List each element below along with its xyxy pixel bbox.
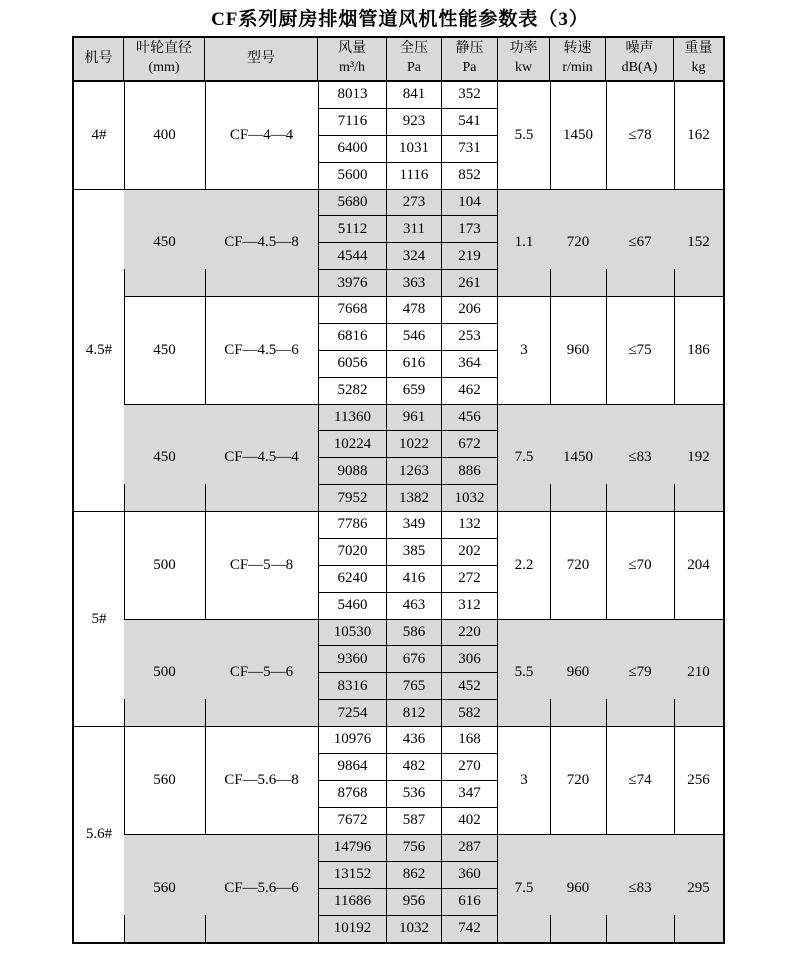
subtable-row (318, 916, 498, 942)
table-row-block (124, 835, 723, 943)
air-volume-cell: 8316 (318, 673, 387, 699)
total-pressure-cell: 349 (387, 512, 442, 538)
total-pressure-cell: 923 (387, 109, 442, 135)
total-pressure-cell: 961 (387, 405, 442, 431)
air-volume-cell: 6056 (318, 351, 387, 377)
table-row-block (124, 620, 723, 728)
air-volume-cell: 7786 (318, 512, 387, 538)
header-weight (674, 38, 723, 80)
noise-cell: ≤83 (606, 835, 674, 943)
weight-cell: 256 (674, 727, 723, 834)
subtable-row (318, 539, 498, 566)
static-pressure-cell: 731 (442, 136, 498, 162)
static-pressure-cell: 852 (442, 163, 498, 189)
impeller-diameter-cell: 500 (153, 664, 176, 681)
total-pressure-cell: 1022 (387, 431, 442, 457)
power-cell: 1.1 (514, 234, 534, 251)
total-pressure-cell: 546 (387, 324, 442, 350)
total-pressure-cell: 765 (387, 673, 442, 699)
static-pressure-cell: 168 (442, 727, 498, 753)
airflow-pressure-subtable (318, 512, 498, 619)
subtable-row (318, 835, 498, 862)
static-pressure-cell: 272 (442, 566, 498, 592)
weight-cell: 295 (674, 835, 723, 943)
table-row-block (124, 727, 723, 835)
airflow-pressure-subtable (318, 190, 498, 297)
air-volume-cell: 9360 (318, 646, 387, 672)
total-pressure-cell: 416 (387, 566, 442, 592)
model-cell: CF—5—8 (205, 512, 318, 619)
air-volume-cell: 8768 (318, 781, 387, 807)
subtable-row (318, 566, 498, 593)
model-cell: CF—4.5—4 (205, 405, 318, 512)
static-pressure-cell: 541 (442, 109, 498, 135)
air-volume-cell: 10976 (318, 727, 387, 753)
header-line: m³/h (339, 60, 365, 75)
static-pressure-cell: 364 (442, 351, 498, 377)
air-volume-cell: 7952 (318, 485, 387, 511)
header-line: Pa (462, 60, 477, 75)
model-cell: CF—4—4 (205, 82, 318, 189)
speed-cell: 720 (550, 512, 606, 619)
total-pressure-cell: 324 (387, 243, 442, 269)
static-pressure-cell: 360 (442, 862, 498, 888)
static-pressure-cell: 886 (442, 458, 498, 484)
subtable-row (318, 136, 498, 163)
air-volume-cell: 3976 (318, 270, 387, 296)
speed-cell: 1450 (550, 405, 606, 512)
subtable-row (318, 324, 498, 351)
weight-cell: 152 (674, 190, 723, 297)
static-pressure-cell: 452 (442, 673, 498, 699)
table-body (74, 82, 723, 942)
total-pressure-cell: 478 (387, 297, 442, 323)
air-volume-cell: 7668 (318, 297, 387, 323)
header-line: 转速 (563, 41, 592, 57)
header-speed (550, 38, 606, 80)
subtable-row (318, 485, 498, 511)
speed-cell: 720 (550, 727, 606, 834)
subtable-row (318, 297, 498, 324)
power-cell: 2.2 (514, 556, 534, 573)
total-pressure-cell: 616 (387, 351, 442, 377)
noise-cell: ≤75 (606, 297, 674, 404)
air-volume-cell: 7020 (318, 539, 387, 565)
static-pressure-cell: 132 (442, 512, 498, 538)
impeller-diameter-cell: 450 (153, 449, 176, 466)
total-pressure-cell: 463 (387, 593, 442, 619)
machine-no-column (74, 82, 124, 942)
noise-cell: ≤67 (606, 190, 674, 297)
speed-cell: 1450 (550, 82, 606, 189)
subtable-row (318, 431, 498, 458)
table-row-block (124, 297, 723, 405)
header-line: 风量 (338, 41, 366, 57)
total-pressure-cell: 385 (387, 539, 442, 565)
total-pressure-cell: 756 (387, 835, 442, 861)
air-volume-cell: 6240 (318, 566, 387, 592)
page-title: CF系列厨房排烟管道风机性能参数表（3） (211, 9, 589, 30)
subtable-row (318, 270, 498, 296)
speed-cell: 960 (550, 620, 606, 727)
total-pressure-cell: 659 (387, 378, 442, 404)
impeller-diameter-cell: 450 (153, 234, 176, 251)
speed-cell: 960 (550, 835, 606, 943)
total-pressure-cell: 363 (387, 270, 442, 296)
impeller-diameter-cell: 560 (153, 879, 176, 896)
air-volume-cell: 5282 (318, 378, 387, 404)
subtable-row (318, 781, 498, 808)
impeller-diameter-cell: 500 (153, 556, 176, 573)
static-pressure-cell: 261 (442, 270, 498, 296)
header-line: kw (514, 60, 533, 75)
airflow-pressure-subtable (318, 297, 498, 404)
header-line: dB(A) (621, 60, 658, 75)
header-line: 功率 (509, 41, 538, 57)
total-pressure-cell: 482 (387, 754, 442, 780)
static-pressure-cell: 402 (442, 808, 498, 834)
weight-cell: 162 (674, 82, 723, 189)
header-machine-no (74, 38, 124, 80)
subtable-row (318, 862, 498, 889)
model-cell: CF—5.6—8 (205, 727, 318, 834)
subtable-row (318, 512, 498, 539)
fan-performance-table (72, 36, 725, 944)
impeller-diameter-cell: 450 (153, 341, 176, 358)
air-volume-cell: 11360 (318, 405, 387, 431)
air-volume-cell: 5680 (318, 190, 387, 216)
weight-cell: 204 (674, 512, 723, 619)
static-pressure-cell: 104 (442, 190, 498, 216)
total-pressure-cell: 1382 (387, 485, 442, 511)
noise-cell: ≤83 (606, 405, 674, 512)
weight-cell: 186 (674, 297, 723, 404)
subtable-row (318, 620, 498, 647)
total-pressure-cell: 1032 (387, 916, 442, 942)
air-volume-cell: 10224 (318, 431, 387, 457)
header-line: 重量 (684, 41, 713, 57)
static-pressure-cell: 462 (442, 378, 498, 404)
total-pressure-cell: 311 (387, 216, 442, 242)
subtable-row (318, 351, 498, 378)
air-volume-cell: 5460 (318, 593, 387, 619)
total-pressure-cell: 436 (387, 727, 442, 753)
impeller-diameter-cell: 400 (153, 126, 176, 143)
subtable-row (318, 700, 498, 726)
model-cell: CF—4.5—8 (205, 190, 318, 297)
speed-cell: 720 (550, 190, 606, 297)
table-row-block (124, 405, 723, 513)
subtable-row (318, 646, 498, 673)
static-pressure-cell: 206 (442, 297, 498, 323)
air-volume-cell: 7672 (318, 808, 387, 834)
power-cell: 7.5 (514, 449, 534, 466)
header-model (205, 38, 318, 80)
airflow-pressure-subtable (318, 82, 498, 189)
static-pressure-cell: 312 (442, 593, 498, 619)
header-line: 叶轮直径 (136, 41, 192, 57)
speed-cell: 960 (550, 297, 606, 404)
table-row-block (124, 190, 723, 298)
air-volume-cell: 10530 (318, 620, 387, 646)
static-pressure-cell: 347 (442, 781, 498, 807)
noise-cell: ≤78 (606, 82, 674, 189)
air-volume-cell: 5600 (318, 163, 387, 189)
power-cell: 3 (520, 341, 528, 358)
header-air-volume (318, 38, 387, 80)
subtable-row (318, 405, 498, 432)
header-impeller-diameter (124, 38, 205, 80)
header-line: r/min (562, 60, 593, 75)
total-pressure-cell: 1116 (387, 163, 442, 189)
airflow-pressure-subtable (318, 835, 498, 943)
model-cell: CF—4.5—6 (205, 297, 318, 404)
total-pressure-cell: 841 (387, 82, 442, 108)
air-volume-cell: 7116 (318, 109, 387, 135)
noise-cell: ≤74 (606, 727, 674, 834)
air-volume-cell: 6400 (318, 136, 387, 162)
machine-group-cell: 4.5# (74, 190, 124, 513)
air-volume-cell: 10192 (318, 916, 387, 942)
power-cell: 5.5 (514, 664, 534, 681)
airflow-pressure-subtable (318, 727, 498, 834)
airflow-pressure-subtable (318, 405, 498, 512)
header-line: (mm) (148, 60, 180, 75)
header-line: 全压 (400, 41, 428, 57)
air-volume-cell: 9864 (318, 754, 387, 780)
static-pressure-cell: 616 (442, 889, 498, 915)
total-pressure-cell: 956 (387, 889, 442, 915)
table-header-row (74, 38, 723, 82)
subtable-row (318, 673, 498, 700)
static-pressure-cell: 582 (442, 700, 498, 726)
header-line: 噪声 (625, 41, 654, 57)
total-pressure-cell: 812 (387, 700, 442, 726)
header-line: 静压 (455, 41, 484, 57)
subtable-row (318, 458, 498, 485)
total-pressure-cell: 862 (387, 862, 442, 888)
air-volume-cell: 5112 (318, 216, 387, 242)
subtable-row (318, 216, 498, 243)
header-static-pressure (442, 38, 498, 80)
total-pressure-cell: 587 (387, 808, 442, 834)
static-pressure-cell: 306 (442, 646, 498, 672)
header-power (498, 38, 550, 80)
air-volume-cell: 9088 (318, 458, 387, 484)
noise-cell: ≤70 (606, 512, 674, 619)
model-cell: CF—5—6 (205, 620, 318, 727)
machine-group-cell: 5# (74, 512, 124, 727)
machine-group-cell: 5.6# (85, 826, 113, 842)
static-pressure-cell: 202 (442, 539, 498, 565)
header-noise (606, 38, 674, 80)
air-volume-cell: 14796 (318, 835, 387, 861)
static-pressure-cell: 672 (442, 431, 498, 457)
total-pressure-cell: 536 (387, 781, 442, 807)
static-pressure-cell: 219 (442, 243, 498, 269)
static-pressure-cell: 173 (442, 216, 498, 242)
subtable-row (318, 593, 498, 619)
data-blocks (124, 82, 723, 942)
model-cell: CF—5.6—6 (205, 835, 318, 943)
subtable-row (318, 889, 498, 916)
air-volume-cell: 6816 (318, 324, 387, 350)
table-row-block (124, 512, 723, 620)
air-volume-cell: 8013 (318, 82, 387, 108)
subtable-row (318, 163, 498, 189)
static-pressure-cell: 220 (442, 620, 498, 646)
static-pressure-cell: 270 (442, 754, 498, 780)
subtable-row (318, 754, 498, 781)
static-pressure-cell: 352 (442, 82, 498, 108)
subtable-row (318, 82, 498, 109)
machine-group-cell: 4# (74, 82, 124, 190)
noise-cell: ≤79 (606, 620, 674, 727)
static-pressure-cell: 253 (442, 324, 498, 350)
subtable-row (318, 190, 498, 217)
static-pressure-cell: 742 (442, 916, 498, 942)
air-volume-cell: 11686 (318, 889, 387, 915)
total-pressure-cell: 1263 (387, 458, 442, 484)
air-volume-cell: 7254 (318, 700, 387, 726)
weight-cell: 192 (674, 405, 723, 512)
total-pressure-cell: 273 (387, 190, 442, 216)
weight-cell: 210 (674, 620, 723, 727)
power-cell: 3 (520, 771, 528, 788)
header-total-pressure (387, 38, 442, 80)
header-line: Pa (407, 60, 421, 75)
static-pressure-cell: 1032 (442, 485, 498, 511)
static-pressure-cell: 287 (442, 835, 498, 861)
subtable-row (318, 808, 498, 834)
total-pressure-cell: 586 (387, 620, 442, 646)
header-line: 型号 (247, 50, 275, 66)
header-line: 机号 (84, 50, 113, 66)
airflow-pressure-subtable (318, 620, 498, 727)
power-cell: 5.5 (514, 126, 534, 143)
subtable-row (318, 109, 498, 136)
total-pressure-cell: 1031 (387, 136, 442, 162)
subtable-row (318, 243, 498, 270)
static-pressure-cell: 456 (442, 405, 498, 431)
subtable-row (318, 727, 498, 754)
header-line: kg (691, 60, 706, 75)
total-pressure-cell: 676 (387, 646, 442, 672)
impeller-diameter-cell: 560 (153, 771, 176, 788)
subtable-row (318, 378, 498, 404)
table-row-block (124, 82, 723, 190)
air-volume-cell: 4544 (318, 243, 387, 269)
power-cell: 7.5 (514, 879, 534, 896)
air-volume-cell: 13152 (318, 862, 387, 888)
